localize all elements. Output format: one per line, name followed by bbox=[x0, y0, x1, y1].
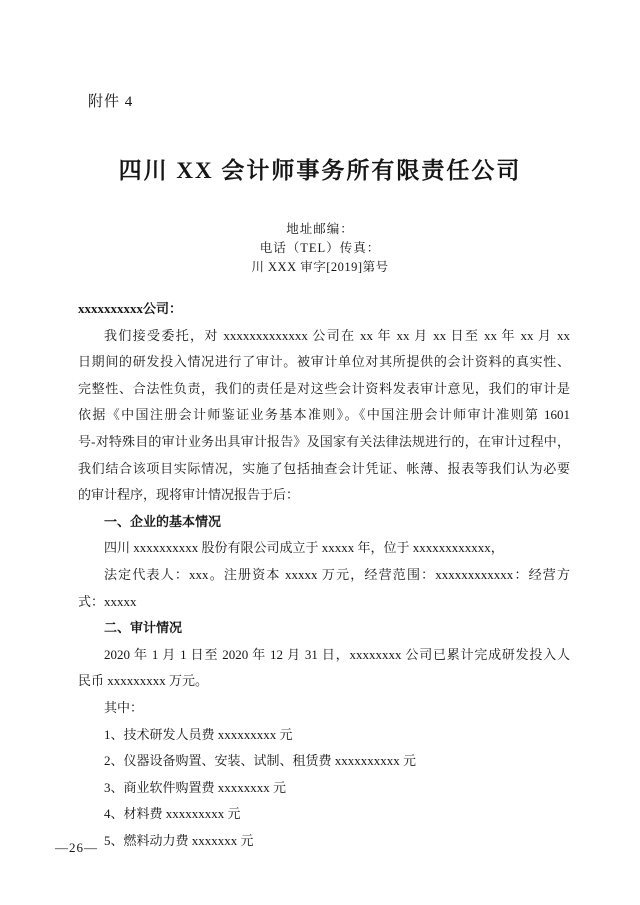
expense-item: 4、材料费 xxxxxxxxx 元 bbox=[104, 806, 241, 822]
intro-line: 我们接受委托，对 xxxxxxxxxxxxx 公司在 xx 年 xx 月 xx 日至 xx 年 xx 月 xx bbox=[104, 327, 570, 343]
expense-item: 5、燃料动力费 xxxxxxx 元 bbox=[104, 832, 254, 848]
intro-line: 我们结合该项目实际情况，实施了包括抽查会计凭证、帐薄、报表等我们认为必要 bbox=[78, 460, 570, 476]
attachment-label: 附件 4 bbox=[88, 94, 134, 110]
intro-line: 依据《中国注册会计师鉴证业务基本准则》。《中国注册会计师审计准则第 1601 bbox=[78, 407, 570, 423]
section2-line: 2020 年 1 月 1 日至 2020 年 12 月 31 日，xxxxxxxx 公司已累计完成研发投入人 bbox=[104, 646, 570, 662]
page-number: —26— bbox=[55, 840, 98, 855]
salutation-line: xxxxxxxxxx公司： bbox=[78, 301, 183, 316]
doc-number-line: 川 XXX 审字[2019]第号 bbox=[251, 260, 389, 274]
intro-line: 日期间的研发投入情况进行了审计。被审计单位对其所提供的会计资料的真实性、 bbox=[78, 354, 570, 370]
phone-fax-line: 电话（TEL）传真： bbox=[259, 241, 381, 255]
intro-line: 完整性、合法性负责，我们的责任是对这些会计资料发表审计意见，我们的审计是 bbox=[78, 380, 570, 396]
section2-heading: 二、审计情况 bbox=[104, 620, 183, 636]
section1-line: 四川 xxxxxxxxxx 股份有限公司成立于 xxxxx 年，位于 xxxxxxxxxxxx， bbox=[104, 540, 504, 556]
intro-line: 号-对特殊目的审计业务出具审计报告》及国家有关法律法规进行的，在审计过程中， bbox=[78, 433, 570, 449]
document-title: 四川 XX 会计师事务所有限责任公司 bbox=[118, 158, 522, 183]
expense-item: 1、技术研发人员费 xxxxxxxxx 元 bbox=[104, 726, 293, 742]
expense-item: 3、商业软件购置费 xxxxxxxx 元 bbox=[104, 779, 287, 795]
document-body bbox=[78, 296, 570, 854]
section1-line: 法定代表人：xxx。注册资本 xxxxx 万元，经营范围：xxxxxxxxxxxx：经营方 bbox=[104, 566, 570, 582]
address-line: 地址邮编： bbox=[286, 222, 354, 236]
section1-heading: 一、企业的基本情况 bbox=[104, 513, 222, 529]
section2-line: 民币 xxxxxxxxx 万元。 bbox=[78, 673, 209, 689]
subtotal-label: 其中： bbox=[104, 699, 144, 715]
expense-item: 2、仪器设备购置、安装、试制、租赁费 xxxxxxxxxx 元 bbox=[104, 753, 417, 769]
section1-line: 式：xxxxx bbox=[78, 593, 137, 609]
meta-block bbox=[0, 220, 640, 277]
intro-line: 的审计程序，现将审计情况报告于后： bbox=[78, 487, 300, 503]
